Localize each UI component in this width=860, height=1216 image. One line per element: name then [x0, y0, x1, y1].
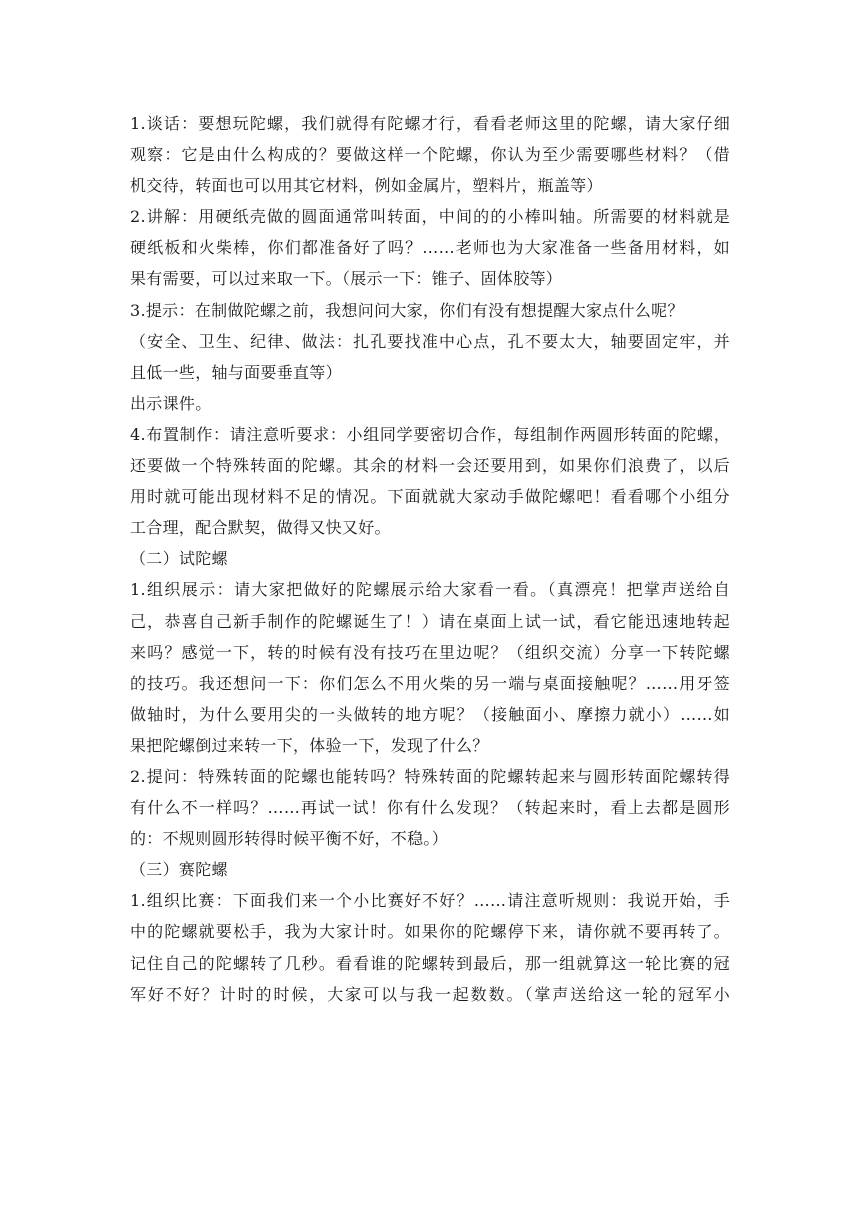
text-line: 的：不规则圆形转得时候平衡不好，不稳。） [130, 829, 449, 849]
text-line: 记住自己的陀螺转了几秒。看看谁的陀螺转到最后，那一组就算这一轮比赛的冠 [130, 953, 730, 973]
text-line: 果有需要，可以过来取一下。（展示一下：锥子、固体胶等） [130, 269, 563, 289]
text-line: （安全、卫生、纪律、做法：扎孔要找准中心点，孔不要太大，轴要固定牢，并 [130, 331, 730, 351]
text-line: 机交待，转面也可以用其它材料，例如金属片，塑料片，瓶盖等） [130, 176, 603, 196]
text-line: 观察：它是由什么构成的？要做这样一个陀螺，你认为至少需要哪些材料？（借 [130, 145, 730, 165]
text-line: 4.布置制作：请注意听要求：小组同学要密切合作，每组制作两圆形转面的陀螺， [130, 424, 730, 444]
text-line: 1.谈话：要想玩陀螺，我们就得有陀螺才行，看看老师这里的陀螺，请大家仔细 [130, 114, 730, 133]
text-line: 出示课件。 [130, 393, 212, 413]
text-line: 3.提示：在制做陀螺之前，我想问问大家，你们有没有想提醒大家点什么呢？ [130, 300, 684, 320]
text-line: 工合理，配合默契，做得又快又好。 [130, 518, 391, 538]
text-line: 做轴时，为什么要用尖的一头做转的地方呢？（接触面小、摩擦力就小）……如 [130, 704, 730, 724]
text-line: 硬纸板和火柴棒，你们都准备好了吗？……老师也为大家准备一些备用材料，如 [130, 238, 730, 258]
text-line: 有什么不一样吗？……再试一试！你有什么发现？（转起来时，看上去都是圆形 [130, 798, 730, 818]
text-line: 还要做一个特殊转面的陀螺。其余的材料一会还要用到，如果你们浪费了，以后 [130, 456, 730, 476]
section-heading: （三）赛陀螺 [130, 860, 228, 880]
text-line: 中的陀螺就要松手，我为大家计时。如果你的陀螺停下来，请你就不要再转了。 [130, 922, 730, 942]
section-heading: （二）试陀螺 [130, 549, 228, 569]
text-line: 2.提问：特殊转面的陀螺也能转吗？特殊转面的陀螺转起来与圆形转面陀螺转得 [130, 766, 730, 786]
text-line: 来吗？感觉一下，转的时候有没有技巧在里边呢？（组织交流）分享一下转陀螺 [130, 642, 730, 662]
text-line: 且低一些，轴与面要垂直等） [130, 362, 342, 382]
text-line: 1.组织展示：请大家把做好的陀螺展示给大家看一看。（真漂亮！把掌声送给自 [130, 580, 730, 600]
text-line: 1.组织比赛：下面我们来一个小比赛好不好？……请注意听规则：我说开始，手 [130, 891, 730, 911]
text-line: 用时就可能出现材料不足的情况。下面就就大家动手做陀螺吧！看看哪个小组分 [130, 487, 730, 507]
text-line: 军好不好？计时的时候，大家可以与我一起数数。（掌声送给这一轮的冠军小 [130, 984, 730, 1004]
text-line: 的技巧。我还想问一下：你们怎么不用火柴的另一端与桌面接触呢？……用牙签 [130, 673, 730, 693]
text-line: 果把陀螺倒过来转一下，体验一下，发现了什么？ [130, 735, 489, 755]
text-line: 己，恭喜自己新手制作的陀螺诞生了！）请在桌面上试一试，看它能迅速地转起 [130, 611, 730, 631]
document-page [130, 108, 730, 1010]
text-line: 2.讲解：用硬纸壳做的圆面通常叫转面，中间的的小棒叫轴。所需要的材料就是 [130, 207, 730, 227]
